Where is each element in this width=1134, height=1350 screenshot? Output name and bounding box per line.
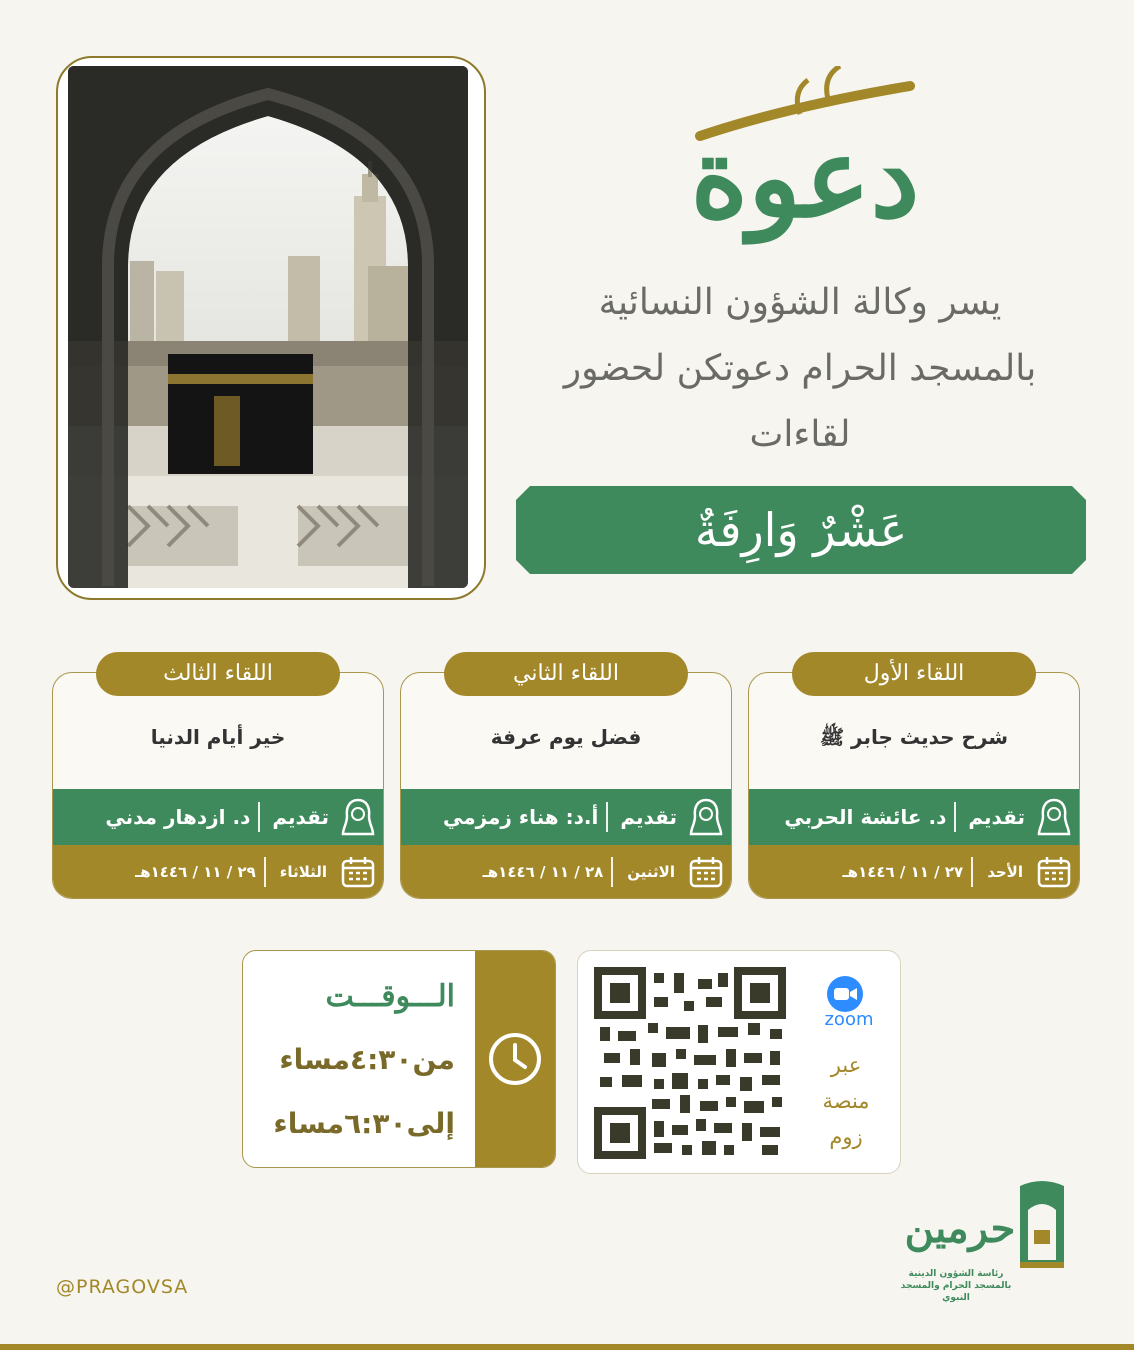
presenter-row xyxy=(749,789,1079,845)
woman-icon xyxy=(681,789,731,845)
meeting-date: ٢٨ / ١١ / ١٤٤٦هـ xyxy=(482,862,604,881)
meeting-day: الأحد xyxy=(987,862,1023,881)
haramain-logo xyxy=(900,1176,1080,1272)
time-to: إلى٦:٣٠مساء xyxy=(273,1107,455,1140)
date-row xyxy=(53,845,383,898)
meeting-card-3 xyxy=(52,672,384,899)
via-line-2: منصة xyxy=(822,1089,870,1113)
date-row xyxy=(401,845,731,898)
time-box xyxy=(242,950,556,1168)
woman-icon xyxy=(1029,789,1079,845)
zoom-box xyxy=(577,950,901,1174)
logo-word-text: دعوة xyxy=(690,113,920,242)
org-line-1: رئاسة الشؤون الدينية xyxy=(908,1269,1004,1279)
invite-line-1: يسر وكالة الشؤون النسائية xyxy=(598,282,1002,323)
time-from: من٤:٣٠مساء xyxy=(279,1043,455,1076)
divider xyxy=(264,857,266,887)
kaaba-photo xyxy=(68,66,468,588)
invite-line-2: بالمسجد الحرام دعوتكن لحضور xyxy=(563,348,1037,389)
meeting-date: ٢٩ / ١١ / ١٤٤٦هـ xyxy=(135,862,256,881)
org-name xyxy=(896,1268,1016,1304)
woman-icon xyxy=(333,789,383,845)
clock-icon xyxy=(487,1031,543,1087)
meeting-day: الاثنين xyxy=(627,862,675,881)
meeting-day: الثلاثاء xyxy=(279,862,327,881)
presenter-row xyxy=(401,789,731,845)
divider xyxy=(258,802,260,832)
meeting-title-text: اللقاء الثالث xyxy=(96,652,340,696)
zoom-logo-icon xyxy=(824,975,866,1013)
presenter-label: تقديم xyxy=(620,805,677,829)
qr-code-icon[interactable] xyxy=(594,967,786,1159)
meeting-topic: فضل يوم عرفة xyxy=(490,725,642,749)
calendar-icon xyxy=(681,845,731,898)
via-line-3: زوم xyxy=(829,1125,863,1149)
meeting-title-text: اللقاء الثاني xyxy=(444,652,688,696)
meeting-title-1 xyxy=(792,652,1036,696)
presenter-name: د. عائشة الحربي xyxy=(784,805,947,829)
via-platform-text xyxy=(796,1047,896,1155)
banner-title: عَشْرٌ وَارِفَةٌ xyxy=(694,503,908,557)
meeting-title-3 xyxy=(96,652,340,696)
calendar-icon xyxy=(1029,845,1079,898)
meeting-title-2 xyxy=(444,652,688,696)
meeting-topic: خير أيام الدنيا xyxy=(150,725,286,749)
divider xyxy=(611,857,613,887)
presenter-label: تقديم xyxy=(968,805,1025,829)
calendar-icon xyxy=(333,845,383,898)
invitation-text xyxy=(520,270,1080,468)
meeting-card-2 xyxy=(400,672,732,899)
time-title: الـــوقـــت xyxy=(325,979,455,1014)
via-line-1: عبر xyxy=(830,1053,862,1077)
presenter-name: أ.د: هناء زمزمي xyxy=(442,805,599,829)
divider xyxy=(606,802,608,832)
presenter-name: د. ازدهار مدني xyxy=(105,805,251,829)
social-handle[interactable]: @PRAGOVSA xyxy=(56,1276,189,1298)
footer-line xyxy=(0,1344,1134,1350)
invite-line-3: لقاءات xyxy=(749,414,851,455)
meeting-topic: شرح حديث جابر ﷺ xyxy=(819,725,1009,749)
org-line-2: بالمسجد الحرام والمسجد النبوي xyxy=(900,1281,1012,1303)
meeting-card-1 xyxy=(748,672,1080,899)
divider xyxy=(954,802,956,832)
presenter-label: تقديم xyxy=(272,805,329,829)
meeting-title-text: اللقاء الأول xyxy=(792,652,1036,696)
divider xyxy=(971,857,973,887)
presenter-row xyxy=(53,789,383,845)
zoom-label: zoom xyxy=(824,1009,874,1030)
meeting-date: ٢٧ / ١١ / ١٤٤٦هـ xyxy=(842,862,964,881)
dawa-logo xyxy=(680,66,930,256)
date-row xyxy=(749,845,1079,898)
org-logo-word: حرمين xyxy=(904,1205,1016,1252)
